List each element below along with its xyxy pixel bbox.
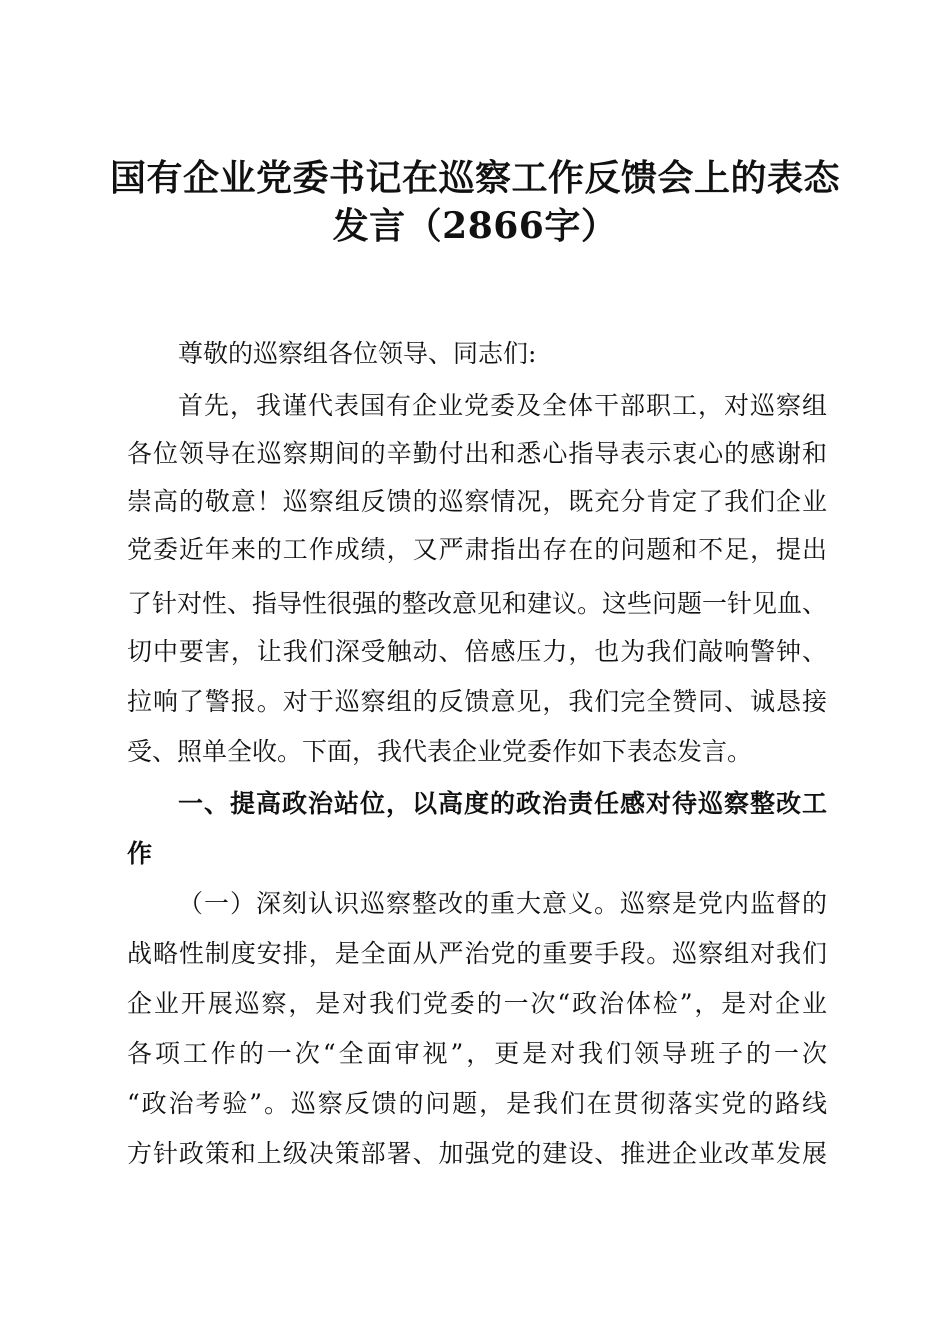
paragraph-line: “政治考验”。巡察反馈的问题，是我们在贯彻落实党的路线 [127, 1089, 827, 1118]
document-title-line2: 发言（2866字） [332, 205, 618, 247]
paragraph-line: 崇高的敬意！巡察组反馈的巡察情况，既充分肯定了我们企业 [127, 487, 827, 516]
paragraph-line: 企业开展巡察，是对我们党委的一次“政治体检”，是对企业 [127, 989, 827, 1018]
paragraph-line: 首先，我谨代表国有企业党委及全体干部职工，对巡察组 [178, 391, 827, 420]
paragraph-line: 拉响了警报。对于巡察组的反馈意见，我们完全赞同、诚恳接 [127, 687, 827, 716]
paragraph-line: 战略性制度安排，是全面从严治党的重要手段。巡察组对我们 [127, 939, 827, 968]
paragraph-line: 各位领导在巡察期间的辛勤付出和悉心指导表示衷心的感谢和 [127, 439, 827, 468]
paragraph-line: 了针对性、指导性很强的整改意见和建议。这些问题一针见血、 [127, 589, 828, 618]
paragraph-line: 受、照单全收。下面，我代表企业党委作如下表态发言。 [127, 737, 753, 766]
salutation: 尊敬的巡察组各位领导、同志们: [178, 339, 537, 368]
paragraph-line: 切中要害，让我们深受触动、倍感压力，也为我们敲响警钟、 [127, 637, 827, 666]
document-title-line1: 国有企业党委书记在巡察工作反馈会上的表态 [109, 157, 840, 199]
paragraph-line: 方针政策和上级决策部署、加强党的建设、推进企业改革发展 [127, 1139, 827, 1168]
paragraph-line: （一）深刻认识巡察整改的重大意义。巡察是党内监督的 [178, 889, 827, 918]
paragraph-line: 各项工作的一次“全面审视”，更是对我们领导班子的一次 [127, 1039, 827, 1068]
paragraph-line: 党委近年来的工作成绩，又严肃指出存在的问题和不足，提出 [127, 535, 827, 564]
section-heading: 一、提高政治站位，以高度的政治责任感对待巡察整改工 [178, 789, 827, 818]
section-heading-continued: 作 [127, 839, 153, 868]
